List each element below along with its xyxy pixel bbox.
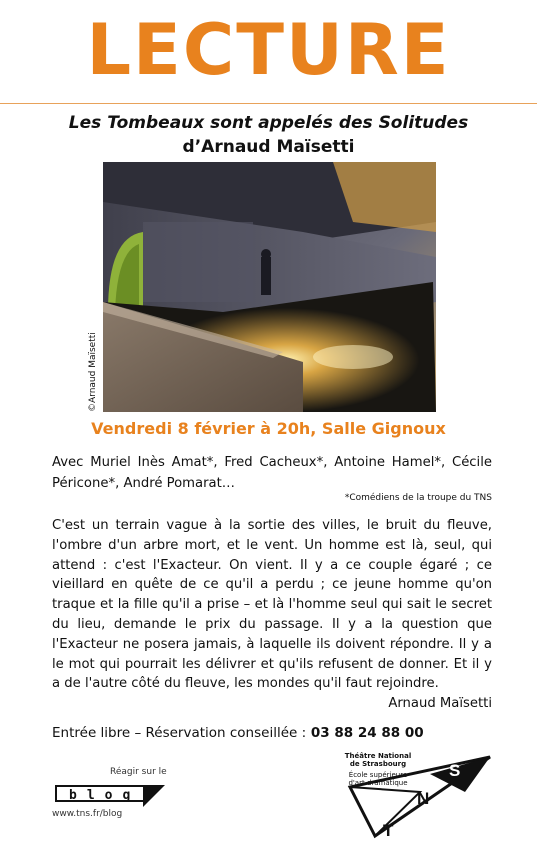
cast-list: Avec Muriel Inès Amat*, Fred Cacheux*, Antoine Hamel*, Cécile Péricone*, André Pomarat…	[52, 455, 492, 491]
play-title: Les Tombeaux sont appelés des Solitudes	[68, 113, 469, 133]
school-name: École supérieure d'art dramatique	[348, 771, 408, 787]
tns-logo-letter-t: T	[383, 821, 394, 840]
photo-credit: ©Arnaud Maïsetti	[88, 332, 98, 412]
night-riverbank-image	[103, 162, 436, 412]
synopsis-text: C'est un terrain vague à la sortie des villes, le bruit du fleuve, l'ombre d'un arbre mort, et le vent. Un homme est là, seul, qui attend : c'est l'Exacteur. On vient. Il y a ce couple égaré ; ce vieillard en quête de ce qu'il a perdu ; ce jeune homme qu'on traque et la fille qu'il a prise – et là l'homme seul qui sait le secret du lieu, demande le prix du passage. Il y a la question que l'Exacteur ne posera jamais, à laquelle ils doivent répondre. Il y a le mot qui pourrait les délivrer et qu'ils refusent de donner. Et il y a de l'autre côté du fleuve, les mondes qu'il faut rejoindre.	[52, 518, 492, 692]
poster-title: LECTURE	[86, 9, 451, 91]
play-author: d’Arnaud Maïsetti	[182, 137, 355, 157]
tns-logo-letter-s: S	[449, 761, 461, 780]
cast-footnote: *Comédiens de la troupe du TNS	[344, 493, 492, 503]
phone-number: 03 88 24 88 00	[310, 725, 424, 741]
synopsis-signature: Arnaud Maïsetti	[388, 696, 492, 712]
blog-prompt: Réagir sur le	[110, 767, 167, 777]
tns-logo-letter-n: N	[417, 789, 430, 808]
event-date: Vendredi 8 février à 20h, Salle Gignoux	[91, 419, 446, 438]
entry-label: Entrée libre – Réservation conseillée :	[52, 725, 307, 741]
synopsis	[52, 516, 492, 714]
tns-logo	[345, 754, 495, 844]
theatre-name: Théâtre National de Strasbourg	[344, 752, 412, 768]
blog-url[interactable]: www.tns.fr/blog	[52, 809, 123, 819]
poster-photo	[103, 162, 436, 412]
blog-logo[interactable]: blog	[55, 785, 145, 802]
title-divider	[0, 103, 537, 104]
entry-info	[52, 725, 424, 741]
blog-logo-arrow-icon	[143, 783, 167, 809]
